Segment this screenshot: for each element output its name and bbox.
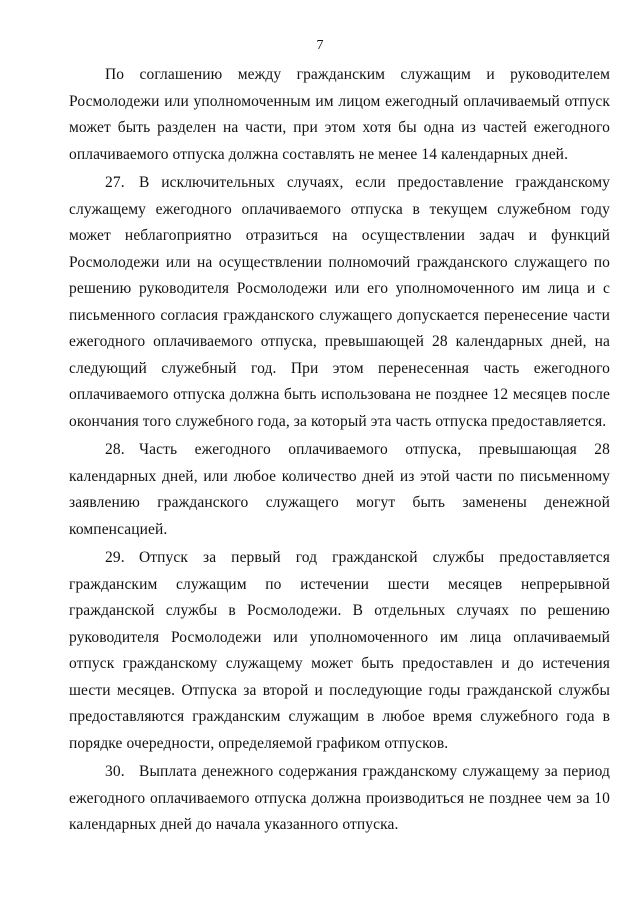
page-number: 7 [316, 38, 324, 53]
paragraph-number: 28. [105, 441, 125, 458]
paragraph-number: 30. [105, 763, 125, 780]
paragraph-text: Выплата денежного содержания гражданскому служащему за период ежегодного оплачиваемого отпуска должна производиться не позднее чем за 10 календарных дней до начала указанного отпуска. [69, 763, 610, 833]
paragraph-text: Часть ежегодного оплачиваемого отпуска, превышающая 28 календарных дней, или любое количество дней из этой части по письменному заявлению гражданского служащего могут быть заменены денежной компенсацией. [69, 441, 610, 538]
paragraph-number: 29. [105, 549, 125, 566]
paragraph-number: 27. [105, 174, 125, 191]
paragraph-text: Отпуск за первый год гражданской службы предоставляется гражданским служащим по истечении шести месяцев непрерывной гражданской службы в Росмолодежи. В отдельных случаях по решению руководителя Росмолодежи или уполномоченного им лица оплачиваемый отпуск гражданскому служащему может быть предоставлен и до истечения шести месяцев. Отпуска за второй и последующие годы гражданской службы предоставляются гражданским служащим в любое время служебного года в порядке очередности, определяемой графиком отпусков. [69, 549, 610, 752]
paragraph-text: В исключительных случаях, если предоставление гражданскому служащему ежегодного оплачиваемого отпуска в текущем служебном году может неблагоприятно отразиться на осуществлении задач и функций Росмолодежи или на осуществлении полномочий гражданского служащего по решению руководителя Росмолодежи или его уполномоченного им лица и с письменного согласия гражданского служащего допускается перенесение части ежегодного оплачиваемого отпуска, превышающей 28 календарных дней, на следующий служебный год. При этом перенесенная часть ежегодного оплачиваемого отпуска должна быть использована не позднее 12 месяцев после окончания того служебного года, за который эта часть отпуска предоставляется. [69, 174, 610, 430]
paragraph-30 [69, 759, 610, 839]
document-body [69, 62, 610, 841]
paragraph-29 [69, 545, 610, 757]
paragraph-28 [69, 437, 610, 543]
paragraph-continuation [69, 62, 610, 168]
paragraph-text: По соглашению между гражданским служащим и руководителем Росмолодежи или уполномоченным им лицом ежегодный оплачиваемый отпуск может быть разделен на части, при этом хотя бы одна из частей ежегодного оплачиваемого отпуска должна составлять не менее 14 календарных дней. [69, 66, 610, 163]
paragraph-27 [69, 170, 610, 435]
